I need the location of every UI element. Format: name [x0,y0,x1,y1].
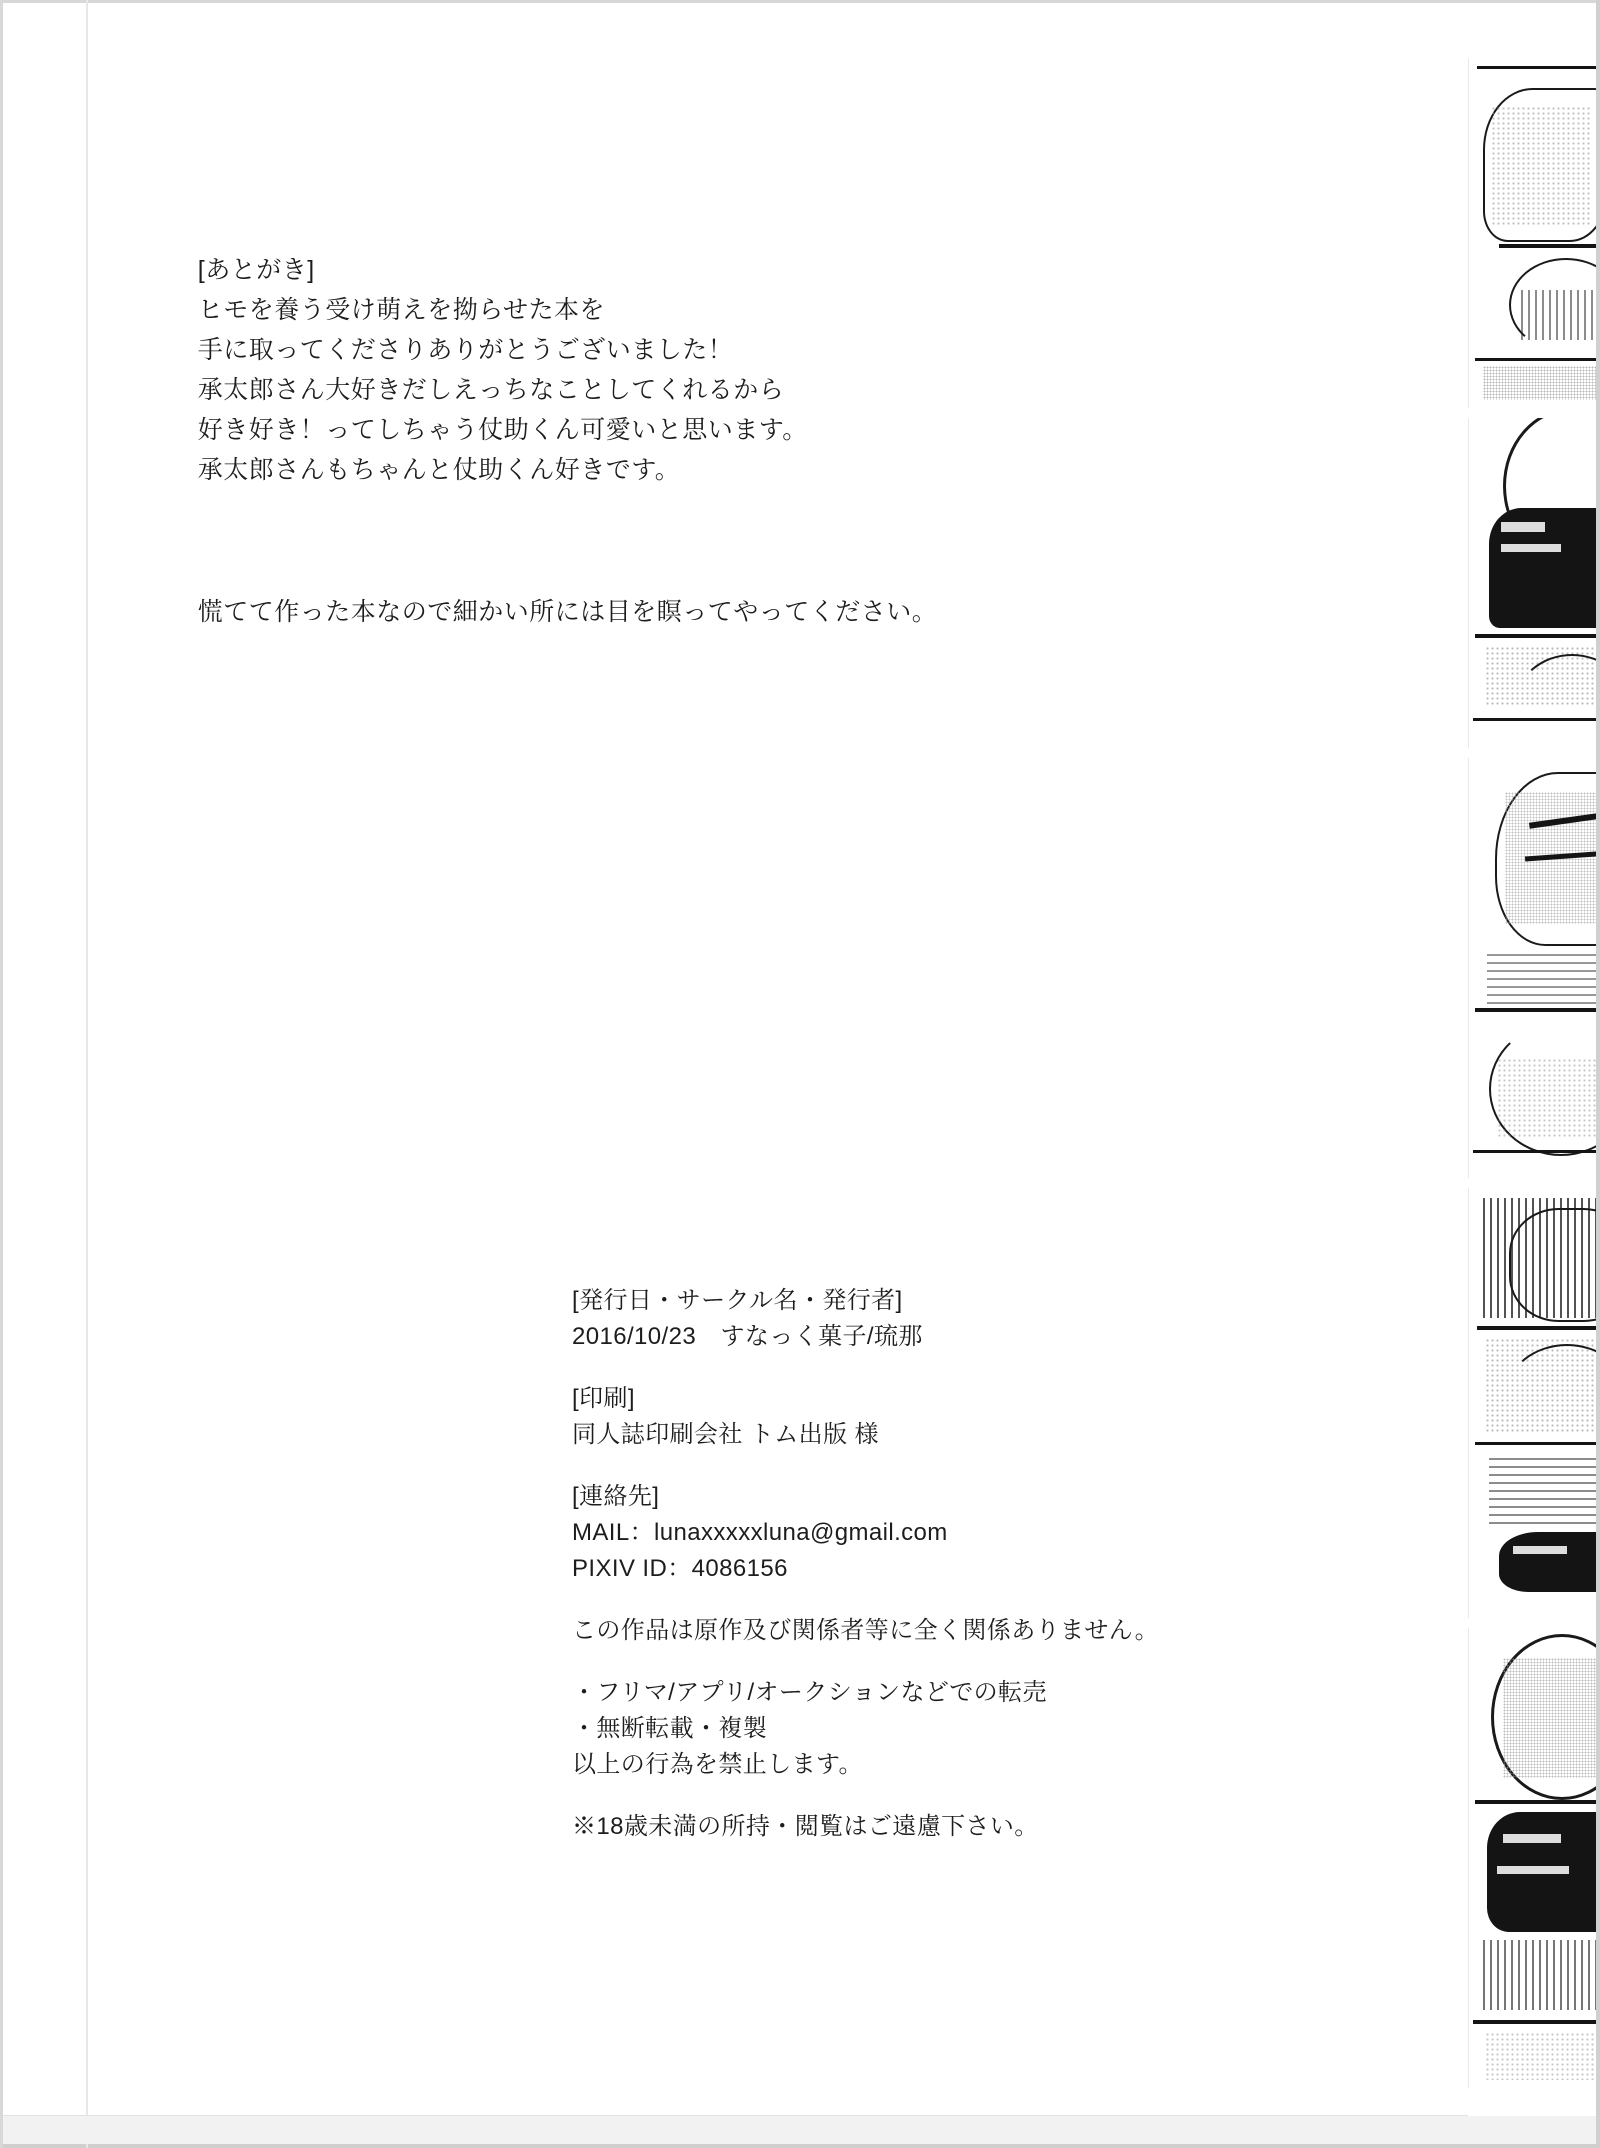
contact-mail: MAIL：lunaxxxxxluna@gmail.com [572,1519,948,1546]
colophon-age-notice [572,1809,1292,1845]
page-edge-top [0,0,1600,3]
page-edge-right [1596,0,1600,2148]
colophon-publication [572,1283,1292,1355]
panel-figure-mid [1468,758,1596,1178]
panel-figure-top [1468,58,1596,408]
page-edge-left [0,0,3,2148]
printing-heading: [印刷] [572,1385,635,1412]
manga-art-edge-strip [1468,3,1596,2116]
printing-value: 同人誌印刷会社 トム出版 様 [572,1421,879,1448]
panel-figure-lower-mid [1468,1188,1596,1618]
afterword-closing: 慌てて作った本なので細かい所には目を瞑ってやってください。 [197,598,938,626]
publication-heading: [発行日・サークル名・発行者] [572,1287,903,1314]
afterword-block [168,210,1068,672]
afterword-line-1: ヒモを養う受け萌えを拗らせた本を [197,296,606,324]
page-gutter-line [86,0,88,2148]
panel-divider-1 [1468,408,1596,418]
panel-figure-upper-mid [1468,418,1596,748]
afterword-line-4: 好き好き！ってしちゃう仗助くん可愛いと思います。 [197,416,808,444]
afterword-line-3: 承太郎さん大好きだしえっちなことしてくれるから [197,376,785,404]
panel-divider-3 [1468,1178,1596,1188]
colophon-block [572,1283,1292,1845]
prohibition-line-3: 以上の行為を禁止します。 [572,1751,863,1778]
contact-pixiv-id: PIXIV ID：4086156 [572,1555,788,1582]
colophon-contact [572,1479,1292,1587]
afterword-line-5: 承太郎さんもちゃんと仗助くん好きです。 [197,456,681,484]
panel-divider-2 [1468,748,1596,758]
panel-divider-4 [1468,1618,1596,1628]
page-edge-bottom [0,2144,1600,2148]
page-bottom-margin-strip [3,2115,1596,2144]
afterword-line-2: 手に取ってくださりありがとうございました！ [197,336,734,364]
contact-heading: [連絡先] [572,1483,660,1510]
age-notice-text: ※18歳未満の所持・閲覧はご遠慮下さい。 [572,1813,1039,1840]
afterword-heading: [あとがき] [197,256,315,284]
prohibition-line-1: ・フリマ/アプリ/オークションなどでの転売 [572,1679,1047,1706]
colophon-printing [572,1381,1292,1453]
colophon-prohibitions [572,1675,1292,1783]
afterword-spacer [168,530,1068,552]
colophon-disclaimer [572,1613,1292,1649]
prohibition-line-2: ・無断転載・複製 [572,1715,768,1742]
panel-figure-bottom [1468,1628,1596,2088]
disclaimer-text: この作品は原作及び関係者等に全く関係ありません。 [572,1617,1160,1644]
publication-value: 2016/10/23 すなっく菓子/琉那 [572,1323,923,1350]
